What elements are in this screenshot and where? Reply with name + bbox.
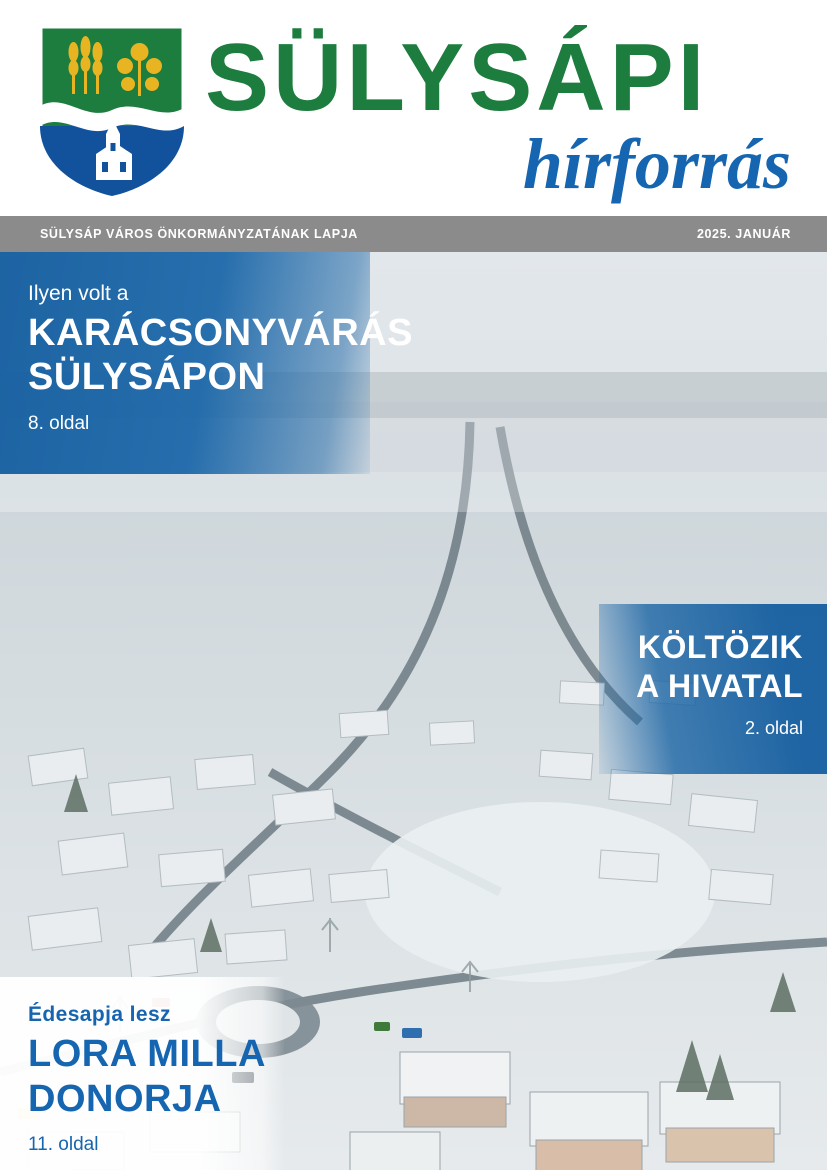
feature-page-reference: 11. oldal (28, 1133, 99, 1155)
masthead (0, 0, 827, 216)
publisher-bar (0, 216, 827, 252)
publisher-label: SÜLYSÁP VÁROS ÖNKORMÁNYZATÁNAK LAPJA (40, 227, 358, 241)
page-subtitle: hírforrás (522, 124, 791, 204)
feature-page-reference: 2. oldal (744, 718, 803, 739)
feature-headline-line2: A HIVATAL (636, 668, 803, 705)
cover-feature-koltozik-a-hivatal[interactable] (599, 604, 827, 774)
feature-headline-line2: DONORJA (28, 1077, 222, 1120)
cover-feature-lora-milla[interactable] (0, 977, 285, 1170)
feature-headline-line1: LORA MILLA (28, 1033, 266, 1076)
feature-page-reference: 8. oldal (28, 413, 90, 435)
town-coat-of-arms-icon (36, 22, 188, 200)
feature-kicker: Ilyen volt a (28, 282, 129, 305)
feature-headline-line1: KÖLTÖZIK (637, 629, 803, 665)
feature-kicker: Édesapja lesz (28, 1003, 171, 1026)
cover-feature-karacsonyvaras[interactable] (0, 252, 413, 474)
publication-title-block (205, 18, 805, 208)
feature-headline-line1: KARÁCSONYVÁRÁS (28, 312, 413, 355)
feature-headline-line2: SÜLYSÁPON (28, 356, 266, 399)
issue-date-label: 2025. JANUÁR (696, 227, 791, 241)
page-title: SÜLYSÁPI (205, 24, 709, 131)
